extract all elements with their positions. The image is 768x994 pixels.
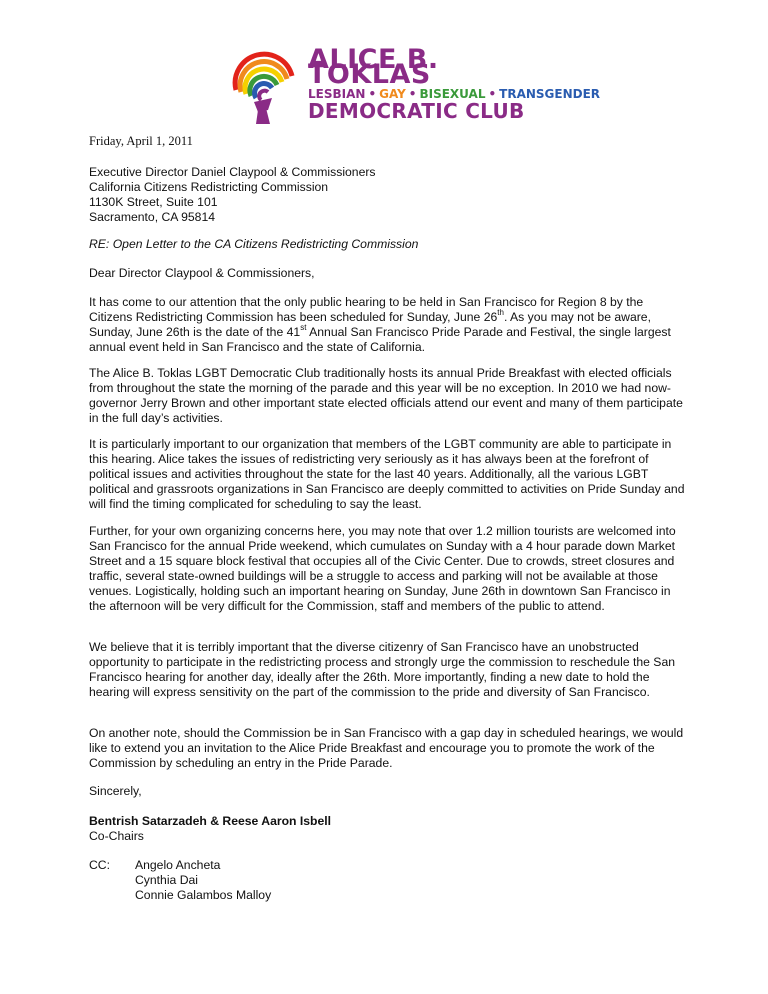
signer-role: Co-Chairs (89, 829, 144, 843)
address-line: Executive Director Daniel Claypool & Commissioners (89, 165, 376, 179)
recipient-address (89, 165, 689, 225)
paragraph-1-part: It has come to our attention that the only public hearing to be held in San Francisco for Region 8 by the Citizens Redistricting Commission has been scheduled for Sunday, June 26 (89, 295, 644, 324)
cc-name: Angelo Ancheta (135, 858, 221, 872)
cc-name: Connie Galambos Malloy (135, 888, 272, 902)
address-line: California Citizens Redistricting Commission (89, 180, 329, 194)
cc-name: Cynthia Dai (135, 873, 198, 887)
club-logo (228, 44, 601, 126)
tagline-transgender: TRANSGENDER (499, 87, 601, 101)
paragraph-3: It is particularly important to our organization that members of the LGBT community are able to participate in this hearing. Alice takes the issues of redistricting very seriously as it has always been at the forefront of political issues and activities throughout the state for the last 40 years. Additionally, all the various LGBT political and grassroots organizations in San Francisco are deeply committed to activities on Pride Sunday and will find the timing complicated for scheduling to say the least. (89, 437, 685, 511)
ordinal-suffix: st (300, 322, 307, 332)
cc-names (135, 858, 271, 903)
tagline-bisexual: BISEXUAL (419, 87, 486, 101)
letter-date: Friday, April 1, 2011 (89, 134, 193, 148)
club-subtitle: DEMOCRATIC CLUB (308, 99, 525, 123)
paragraph-6: On another note, should the Commission be in San Francisco with a gap day in scheduled hearings, we would like to extend you an invitation to the Alice Pride Breakfast and encourage you to promote the work of the Commission by scheduling an entry in the Pride Parade. (89, 726, 684, 770)
paragraph-1-part: . As you may not be aware, Sunday, June 26th is the date of the 41 (89, 310, 651, 339)
tagline-bullet: • (368, 87, 377, 101)
paragraph-2: The Alice B. Toklas LGBT Democratic Club traditionally hosts its annual Pride Breakfast with elected officials from throughout the state the morning of the parade and this year will be no exception. In 2010 we had now-governor Jerry Brown and other important state elected officials attend our event and many of them participate in the full day’s activities. (89, 366, 683, 425)
tagline-bullet: • (408, 87, 417, 101)
club-name: ALICE B. TOKLAS (308, 44, 439, 90)
signers: Bentrish Satarzadeh & Reese Aaron Isbell (89, 814, 332, 828)
salutation: Dear Director Claypool & Commissioners, (89, 266, 315, 280)
rainbow-torch-icon (228, 46, 300, 126)
paragraph-1-part: Annual San Francisco Pride Parade and Festival, the single largest annual event held in San Francisco and the state of California. (89, 325, 671, 354)
subject-line: RE: Open Letter to the CA Citizens Redistricting Commission (89, 237, 419, 251)
ordinal-suffix: th (497, 307, 504, 317)
address-line: Sacramento, CA 95814 (89, 210, 216, 224)
paragraph-4: Further, for your own organizing concerns here, you may note that over 1.2 million tourists are welcomed into San Francisco for the annual Pride weekend, which cumulates on Sunday with a 4 hour parade down Market Street and a 15 square block festival that occupies all of the Civic Center. Due to crowds, street closures and traffic, several state-owned buildings will be a struggle to access and parking will not be available at those venues. Logistically, holding such an important hearing on Sunday, June 26th in downtown San Francisco in the afternoon will be very difficult for the Commission, staff and members of the public to attend. (89, 524, 676, 613)
tagline-gay: GAY (379, 87, 406, 101)
cc-label: CC: (89, 858, 110, 872)
tagline-bullet: • (488, 87, 497, 101)
tagline-lesbian: LESBIAN (308, 87, 366, 101)
paragraph-5: We believe that it is terribly important that the diverse citizenry of San Francisco have an unobstructed opportunity to participate in the redistricting process and strongly urge the commission to reschedule the San Francisco hearing for another day, ideally after the 26th. More importantly, finding a new date to hold the hearing will express sensitivity on the part of the commission to the pride and diversity of San Francisco. (89, 640, 675, 699)
address-line: 1130K Street, Suite 101 (89, 195, 218, 209)
closing: Sincerely, (89, 784, 142, 798)
paragraph-1 (89, 295, 689, 355)
